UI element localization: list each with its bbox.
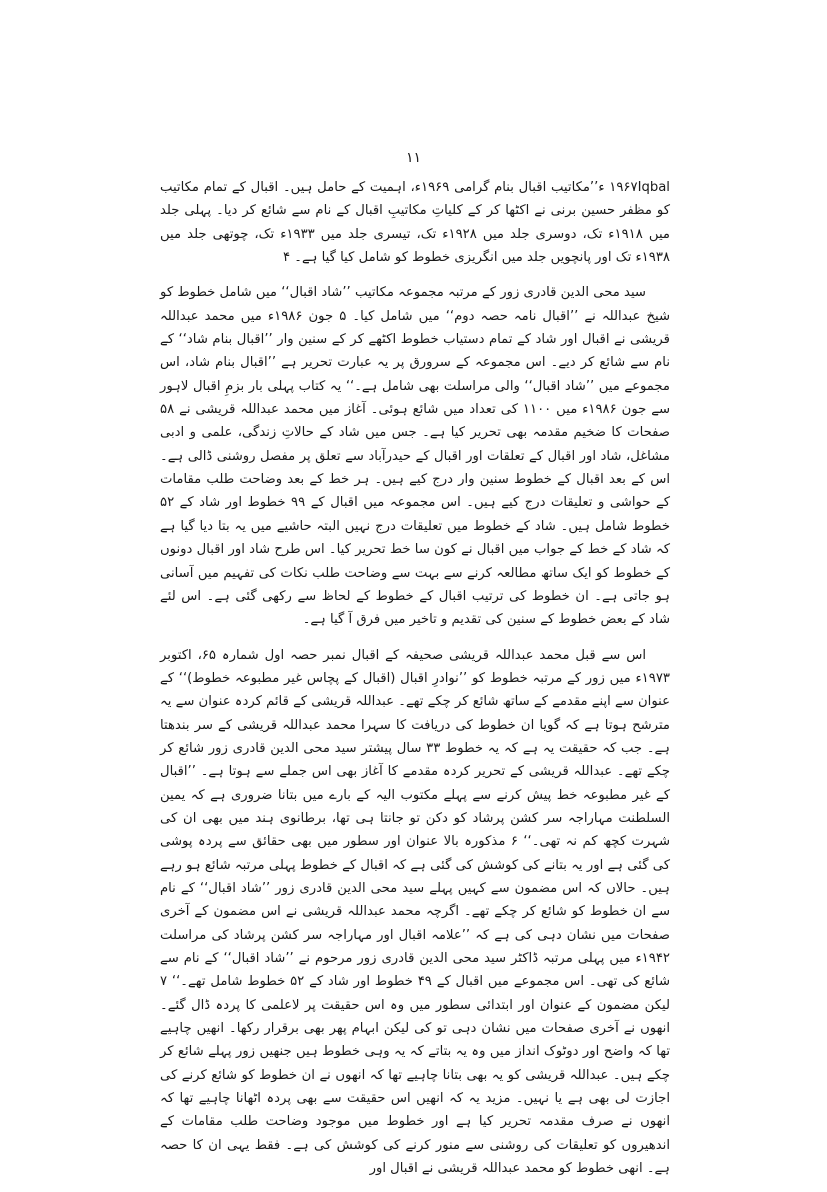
paragraph: اس سے قبل محمد عبداللہ قریشی صحیفہ کے اقبال نمبر حصہ اول شمارہ ۶۵، اکتوبر ۱۹۷۳ء میں زور کے مرتبہ خطوط کو ’’نوادرِ اقبال (اقبال کے پچاس غیر مطبوعہ خطوط)‘‘ کے عنوان سے اپنے مقدمے کے ساتھ شائع کر چکے تھے۔ عبداللہ قریشی کے قائم کردہ عنوان سے یہ مترشح ہوتا ہے کہ گویا ان خطوط کی دریافت کا سہرا محمد عبداللہ قریشی کے سر بندھتا ہے۔ جب کہ حقیقت یہ ہے کہ یہ خطوط ۳۳ سال پیشتر سید محی الدین قادری زور شائع کر چکے تھے۔ عبداللہ قریشی کے تحریر کردہ مقدمے کا آغاز بھی اس جملے سے ہوتا ہے۔ ’’اقبال کے غیر مطبوعہ خط پیش کرنے سے پہلے مکتوب الیہ کے بارے میں بتانا ضروری ہے کہ یمین السلطنت مہاراجہ سر کشن پرشاد کو دکن تو جانتا ہی تھا، برطانوی ہند میں بھی ان کی شہرت کچھ کم نہ تھی۔‘‘ ۶ مذکورہ بالا عنوان اور سطور میں بھی حقائق سے پردہ پوشی کی گئی ہے اور یہ بتانے کی کوشش کی گئی ہے کہ اقبال کے خطوط پہلی مرتبہ شائع ہو رہے ہیں۔ حالاں کہ اس مضمون سے کہیں پہلے سید محی الدین قادری زور ’’شاد اقبال‘‘ کے نام سے ان خطوط کو شائع کر چکے تھے۔ اگرچہ محمد عبداللہ قریشی نے اس مضمون کے آخری صفحات میں نشان دہی کی ہے کہ ’’علامہ اقبال اور مہاراجہ سر کشن پرشاد کی مراسلت ۱۹۴۲ء میں پہلی مرتبہ ڈاکٹر سید محی الدین قادری زور مرحوم نے ’’شاد اقبال‘‘ کے نام سے شائع کی تھی۔ اس مجموعے میں اقبال کے ۴۹ خطوط اور شاد کے ۵۲ خطوط شامل تھے۔‘‘ ۷ لیکن مضمون کے عنوان اور ابتدائی سطور میں وہ اس حقیقت پر لاعلمی کا پردہ ڈال گئے۔ انھوں نے آخری صفحات میں نشان دہی تو کی لیکن ابہام پھر بھی برقرار رکھا۔ انھیں چاہیے تھا کہ واضح اور دوٹوک انداز میں وہ یہ بتاتے کہ یہ وہی خطوط ہیں جنھیں زور پہلے شائع کر چکے ہیں۔ عبداللہ قریشی کو یہ بھی بتانا چاہیے تھا کہ انھوں نے ان خطوط کو شائع کرنے کی اجازت لی بھی ہے یا نہیں۔ مزید یہ کہ انھیں اس حقیقت سے بھی پردہ اٹھانا چاہیے تھا کہ انھوں نے صرف مقدمہ تحریر کیا ہے اور خطوط میں موجود وضاحت طلب مقامات کے اندھیروں کو تعلیقات کی روشنی سے منور کرنے کی کوشش کی ہے۔ فقط یہی ان کا حصہ ہے۔ انھی خطوط کو محمد عبداللہ قریشی نے اقبال اور <box>160 647 670 1177</box>
paragraph: ۱۹۶۷Iqbal ء’’مکاتیب اقبال بنام گرامی ۱۹۶۹ء، اہمیت کے حامل ہیں۔ اقبال کے تمام مکاتیب کو مظفر حسین برنی نے اکٹھا کر کے کلیاتِ مکاتیبِ اقبال کے نام سے شائع کر دیا۔ پہلی جلد میں ۱۹۱۸ء تک، دوسری جلد میں ۱۹۲۸ء تک، تیسری جلد میں ۱۹۳۳ء تک، چوتھی جلد میں ۱۹۳۸ء تک اور پانچویں جلد میں انگریزی خطوط کو شامل کیا گیا ہے۔ ۴ <box>160 180 670 266</box>
body-text <box>160 176 670 1192</box>
paragraph: سید محی الدین قادری زور کے مرتبہ مجموعہ مکاتیب ’’شاد اقبال‘‘ میں شامل خطوط کو شیخ عبداللہ نے ’’اقبال نامہ حصہ دوم‘‘ میں شامل کیا۔ ۵ جون ۱۹۸۶ء میں محمد عبداللہ قریشی نے اقبال اور شاد کے تمام دستیاب خطوط اکٹھے کر کے سنین وار ’’اقبال بنام شاد‘‘ کے نام سے شائع کر دیے۔ اس مجموعہ کے سرورق پر یہ عبارت تحریر ہے ’’اقبال بنام شاد، اس مجموعے میں ’’شاد اقبال‘‘ والی مراسلت بھی شامل ہے۔‘‘ یہ کتاب پہلی بار بزمِ اقبال لاہور سے جون ۱۹۸۶ء میں ۱۱۰۰ کی تعداد میں شائع ہوئی۔ آغاز میں محمد عبداللہ قریشی نے ۵۸ صفحات کا ضخیم مقدمہ بھی تحریر کیا ہے۔ جس میں شاد کے حالاتِ زندگی، علمی و ادبی مشاغل، شاد اور اقبال کے تعلقات اور اقبال کے حیدرآباد سے تعلق پر مفصل روشنی ڈالی ہے۔ اس کے بعد اقبال کے خطوط سنین وار درج کیے ہیں۔ ہر خط کے بعد وضاحت طلب مقامات کے حواشی و تعلیقات درج کیے ہیں۔ اس مجموعہ میں اقبال کے ۹۹ خطوط اور شاد کے ۵۲ خطوط شامل ہیں۔ شاد کے خطوط میں تعلیقات درج نہیں البتہ حاشیے میں یہ بتا دیا گیا ہے کہ شاد کے خط کے جواب میں اقبال نے کون سا خط تحریر کیا۔ اس طرح شاد اور اقبال دونوں کے خطوط کو ایک ساتھ مطالعہ کرنے سے بہت سے وضاحت طلب نکات کی تفہیم میں آسانی ہو جاتی ہے۔ ان خطوط کی ترتیب اقبال کے خطوط کے لحاظ سے رکھی گئی ہے۔ اس لئے شاد کے بعض خطوط کے سنین کی تقدیم و تاخیر میں فرق آ گیا ہے۔ <box>160 285 671 628</box>
page-number: ۱۱ <box>405 150 422 166</box>
